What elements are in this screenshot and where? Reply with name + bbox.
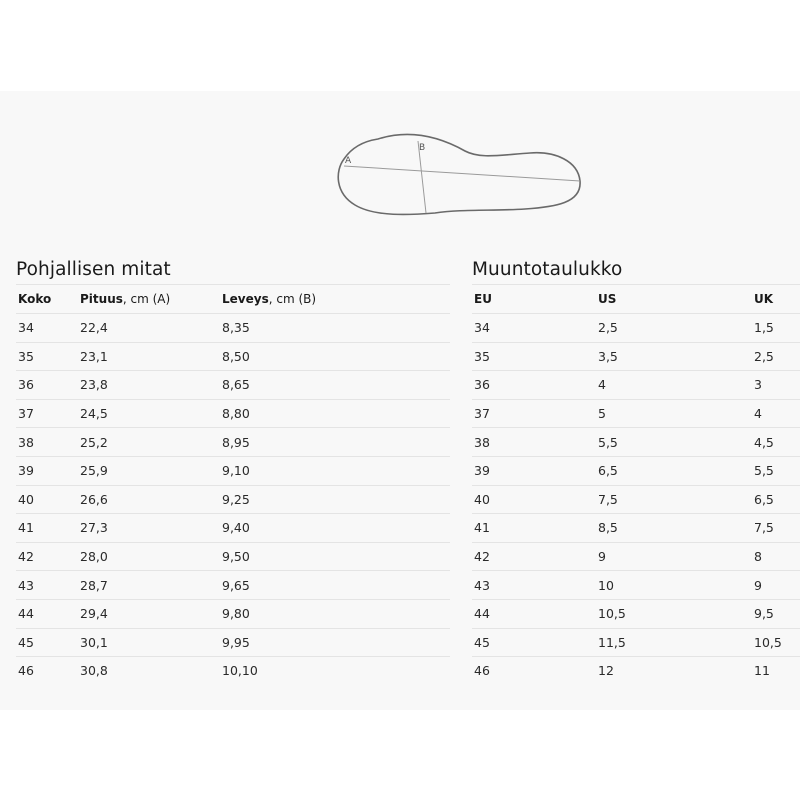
width-cell: 9,10 bbox=[220, 456, 450, 485]
eu-size-cell: 41 bbox=[472, 514, 596, 543]
size-cell: 42 bbox=[16, 542, 78, 571]
table-row bbox=[16, 371, 450, 400]
table-header-row bbox=[16, 285, 450, 314]
length-cell: 27,3 bbox=[78, 514, 220, 543]
table-row bbox=[472, 514, 800, 543]
eu-size-cell: 45 bbox=[472, 628, 596, 657]
us-size-cell: 6,5 bbox=[596, 456, 752, 485]
table-row bbox=[16, 542, 450, 571]
length-line-a bbox=[344, 166, 580, 181]
table-row bbox=[16, 314, 450, 343]
table-row bbox=[16, 628, 450, 657]
width-cell: 8,50 bbox=[220, 342, 450, 371]
size-cell: 40 bbox=[16, 485, 78, 514]
eu-size-cell: 43 bbox=[472, 571, 596, 600]
uk-size-cell: 2,5 bbox=[752, 342, 800, 371]
header-uk: UK bbox=[752, 285, 800, 314]
eu-size-cell: 36 bbox=[472, 371, 596, 400]
insole-size-table bbox=[16, 284, 450, 685]
table-row bbox=[472, 399, 800, 428]
uk-size-cell: 9,5 bbox=[752, 599, 800, 628]
insole-outline bbox=[338, 135, 580, 215]
table-row bbox=[472, 342, 800, 371]
size-cell: 39 bbox=[16, 456, 78, 485]
size-cell: 38 bbox=[16, 428, 78, 457]
length-cell: 24,5 bbox=[78, 399, 220, 428]
table-row bbox=[16, 514, 450, 543]
size-cell: 36 bbox=[16, 371, 78, 400]
table-row bbox=[472, 571, 800, 600]
length-cell: 28,7 bbox=[78, 571, 220, 600]
table-row bbox=[472, 371, 800, 400]
length-cell: 25,9 bbox=[78, 456, 220, 485]
width-cell: 9,40 bbox=[220, 514, 450, 543]
table-row bbox=[472, 657, 800, 685]
table-row bbox=[472, 314, 800, 343]
width-cell: 9,65 bbox=[220, 571, 450, 600]
size-cell: 44 bbox=[16, 599, 78, 628]
eu-size-cell: 35 bbox=[472, 342, 596, 371]
width-cell: 9,50 bbox=[220, 542, 450, 571]
uk-size-cell: 9 bbox=[752, 571, 800, 600]
eu-size-cell: 37 bbox=[472, 399, 596, 428]
size-cell: 46 bbox=[16, 657, 78, 685]
uk-size-cell: 6,5 bbox=[752, 485, 800, 514]
eu-size-cell: 46 bbox=[472, 657, 596, 685]
length-cell: 26,6 bbox=[78, 485, 220, 514]
length-cell: 23,1 bbox=[78, 342, 220, 371]
table-row bbox=[472, 542, 800, 571]
length-cell: 28,0 bbox=[78, 542, 220, 571]
size-cell: 41 bbox=[16, 514, 78, 543]
us-size-cell: 5 bbox=[596, 399, 752, 428]
length-cell: 30,1 bbox=[78, 628, 220, 657]
eu-size-cell: 38 bbox=[472, 428, 596, 457]
table-header-row bbox=[472, 285, 800, 314]
conversion-section bbox=[472, 256, 800, 685]
label-b: B bbox=[419, 143, 426, 153]
size-cell: 43 bbox=[16, 571, 78, 600]
width-cell: 8,65 bbox=[220, 371, 450, 400]
length-cell: 23,8 bbox=[78, 371, 220, 400]
length-cell: 22,4 bbox=[78, 314, 220, 343]
us-size-cell: 5,5 bbox=[596, 428, 752, 457]
us-size-cell: 4 bbox=[596, 371, 752, 400]
uk-size-cell: 4,5 bbox=[752, 428, 800, 457]
uk-size-cell: 10,5 bbox=[752, 628, 800, 657]
eu-size-cell: 39 bbox=[472, 456, 596, 485]
uk-size-cell: 4 bbox=[752, 399, 800, 428]
width-cell: 8,80 bbox=[220, 399, 450, 428]
table-row bbox=[16, 399, 450, 428]
width-cell: 8,35 bbox=[220, 314, 450, 343]
table-row bbox=[16, 571, 450, 600]
eu-size-cell: 42 bbox=[472, 542, 596, 571]
insole-table-title: Pohjallisen mitat bbox=[16, 259, 171, 280]
length-cell: 30,8 bbox=[78, 657, 220, 685]
eu-size-cell: 40 bbox=[472, 485, 596, 514]
insole-diagram bbox=[330, 131, 590, 221]
header-us: US bbox=[596, 285, 752, 314]
uk-size-cell: 5,5 bbox=[752, 456, 800, 485]
table-row bbox=[472, 599, 800, 628]
insole-size-section bbox=[16, 256, 450, 685]
uk-size-cell: 7,5 bbox=[752, 514, 800, 543]
width-cell: 9,80 bbox=[220, 599, 450, 628]
uk-size-cell: 11 bbox=[752, 657, 800, 685]
us-size-cell: 11,5 bbox=[596, 628, 752, 657]
table-row bbox=[472, 428, 800, 457]
table-row bbox=[16, 456, 450, 485]
table-row bbox=[472, 628, 800, 657]
eu-size-cell: 34 bbox=[472, 314, 596, 343]
width-cell: 8,95 bbox=[220, 428, 450, 457]
width-cell: 10,10 bbox=[220, 657, 450, 685]
length-cell: 25,2 bbox=[78, 428, 220, 457]
length-cell: 29,4 bbox=[78, 599, 220, 628]
us-size-cell: 8,5 bbox=[596, 514, 752, 543]
size-cell: 34 bbox=[16, 314, 78, 343]
table-row bbox=[16, 428, 450, 457]
us-size-cell: 3,5 bbox=[596, 342, 752, 371]
header-eu: EU bbox=[472, 285, 596, 314]
uk-size-cell: 8 bbox=[752, 542, 800, 571]
label-a: A bbox=[345, 156, 352, 166]
table-row bbox=[16, 342, 450, 371]
us-size-cell: 12 bbox=[596, 657, 752, 685]
size-guide-panel bbox=[0, 91, 800, 710]
us-size-cell: 7,5 bbox=[596, 485, 752, 514]
width-cell: 9,25 bbox=[220, 485, 450, 514]
table-row bbox=[472, 485, 800, 514]
uk-size-cell: 1,5 bbox=[752, 314, 800, 343]
table-row bbox=[16, 657, 450, 685]
us-size-cell: 2,5 bbox=[596, 314, 752, 343]
header-width: Leveys, cm (B) bbox=[220, 285, 450, 314]
size-cell: 45 bbox=[16, 628, 78, 657]
us-size-cell: 9 bbox=[596, 542, 752, 571]
uk-size-cell: 3 bbox=[752, 371, 800, 400]
us-size-cell: 10,5 bbox=[596, 599, 752, 628]
table-row bbox=[472, 456, 800, 485]
size-cell: 37 bbox=[16, 399, 78, 428]
us-size-cell: 10 bbox=[596, 571, 752, 600]
header-length: Pituus, cm (A) bbox=[78, 285, 220, 314]
width-cell: 9,95 bbox=[220, 628, 450, 657]
table-row bbox=[16, 485, 450, 514]
table-row bbox=[16, 599, 450, 628]
conversion-table-title: Muuntotaulukko bbox=[472, 259, 623, 280]
eu-size-cell: 44 bbox=[472, 599, 596, 628]
size-cell: 35 bbox=[16, 342, 78, 371]
conversion-table bbox=[472, 284, 800, 685]
header-size: Koko bbox=[16, 285, 78, 314]
